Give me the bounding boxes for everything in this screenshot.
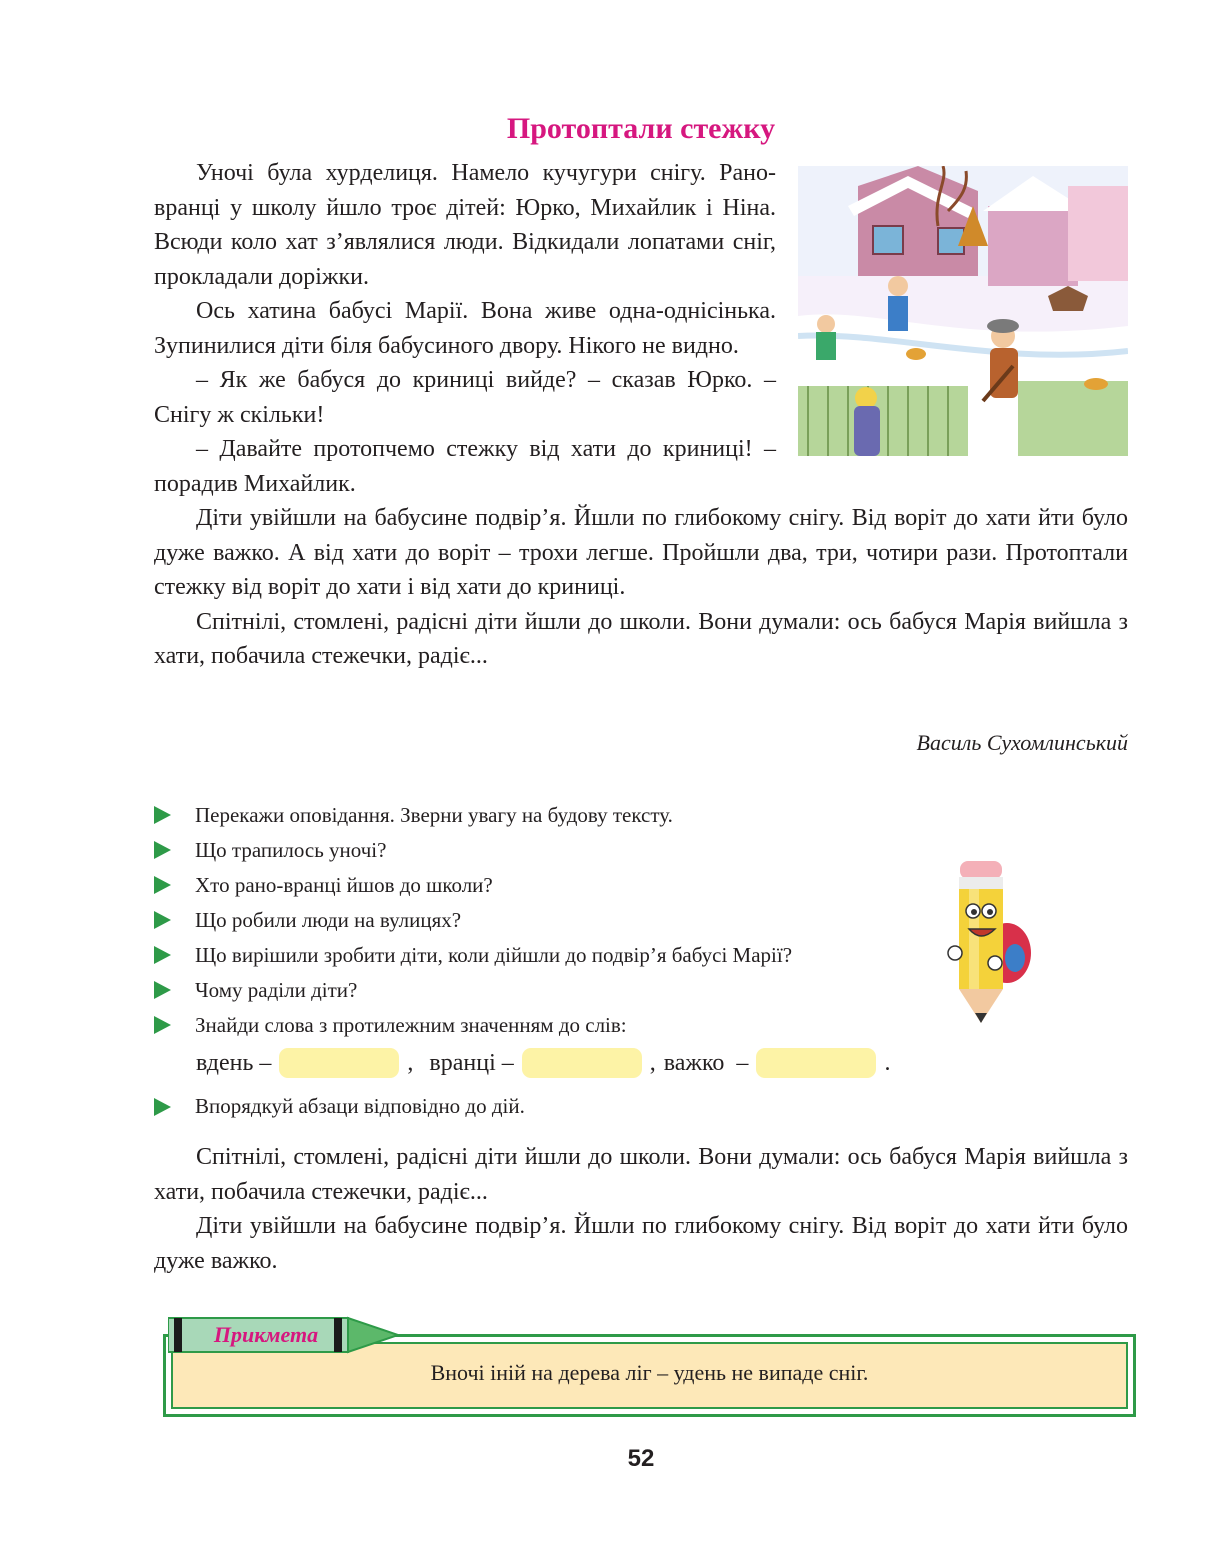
- sign-label: Прикмета: [213, 1322, 319, 1347]
- bullet-triangle-icon: [154, 911, 171, 929]
- task-text: Впорядкуй абзаци відповідно до дій.: [195, 1094, 525, 1118]
- sign-text: Вночі іній на дерева ліг – удень не випаде сніг.: [430, 1360, 869, 1385]
- story-title: Протоптали стежку: [506, 112, 776, 145]
- reorder-paragraph: Спітнілі, стомлені, радісні діти йшли до школи. Вони думали: ось бабуся Марія вийшла з хати, побачила стежечки, радіє...: [154, 1144, 1128, 1205]
- story-paragraph: Спітнілі, стомлені, радісні діти йшли до школи. Вони думали: ось бабуся Марія вийшла з хати, побачила стежечки, радіє...: [154, 608, 1128, 669]
- story-paragraph: – Давайте протопчемо стежку від хати до криниці! – порадив Михайлик.: [154, 436, 776, 497]
- bullet-triangle-icon: [154, 1098, 171, 1116]
- task-list: [154, 797, 954, 1042]
- bullet-triangle-icon: [154, 876, 171, 894]
- separator: ,: [407, 1049, 414, 1076]
- story-paragraph: Ось хатина бабусі Марії. Вона живе одна-однісінька. Зупинилися діти біля бабусиного двору. Нікого не видно.: [154, 298, 776, 359]
- task-item: [154, 937, 954, 972]
- task-item: [154, 902, 954, 937]
- bullet-triangle-icon: [154, 841, 171, 859]
- bullet-triangle-icon: [154, 806, 171, 824]
- bullet-triangle-icon: [154, 946, 171, 964]
- word-prompt: вдень –: [196, 1049, 272, 1076]
- bullet-triangle-icon: [154, 1016, 171, 1034]
- task-item: [154, 972, 954, 1007]
- task-text: Знайди слова з протилежним значенням до слів:: [195, 1012, 627, 1037]
- task-item: [154, 867, 954, 902]
- task-text: Що трапилось уночі?: [195, 837, 387, 862]
- separator: ,: [649, 1049, 656, 1076]
- task-text: Чому раділи діти?: [195, 977, 358, 1002]
- pencil-mascot-icon: [945, 853, 1035, 1028]
- word-prompt: вранці –: [429, 1049, 514, 1076]
- answer-blank[interactable]: [522, 1048, 642, 1078]
- task-text: Хто рано-вранці йшов до школи?: [195, 872, 493, 897]
- reorder-paragraphs: [154, 1140, 1128, 1278]
- opposite-words-row: [196, 1048, 890, 1078]
- separator: .: [884, 1049, 891, 1076]
- task-item: [154, 797, 954, 832]
- winter-village-illustration: [798, 166, 1128, 456]
- task-text: Що вирішили зробити діти, коли дійшли до подвір’я бабусі Марії?: [195, 942, 793, 967]
- task-item: [154, 832, 954, 867]
- task-text: Що робили люди на вулицях?: [195, 907, 462, 932]
- story-paragraph: Діти увійшли на бабусине подвір’я. Йшли по глибокому снігу. Від воріт до хати йти було дуже важко. А від хати до воріт – трохи легше. Пройшли два, три, чотири рази. Протоптали стежку від воріт до хати і від хати до криниці.: [154, 505, 1128, 600]
- word-prompt: важко –: [663, 1049, 749, 1076]
- author-name: Василь Сухомлинський: [916, 730, 1128, 755]
- task-text: Перекажи оповідання. Зверни увагу на будову тексту.: [195, 802, 673, 827]
- answer-blank[interactable]: [279, 1048, 399, 1078]
- story-paragraph: – Як же бабуся до криниці вийде? – сказав Юрко. – Снігу ж скільки!: [154, 367, 776, 428]
- answer-blank[interactable]: [756, 1048, 876, 1078]
- page-number: 52: [627, 1445, 655, 1472]
- bullet-triangle-icon: [154, 981, 171, 999]
- reorder-paragraph: Діти увійшли на бабусине подвір’я. Йшли по глибокому снігу. Від воріт до хати йти було дуже важко.: [154, 1213, 1128, 1274]
- task-item: [154, 1007, 954, 1042]
- task-item: [154, 1094, 525, 1119]
- story-paragraph: Уночі була хурделиця. Намело кучугури снігу. Рано-вранці у школу йшло троє дітей: Юрко, Михайлик і Ніна. Всюди коло хат з’являлися люди. Відкидали лопатами сніг, прокладали доріжки.: [154, 160, 776, 290]
